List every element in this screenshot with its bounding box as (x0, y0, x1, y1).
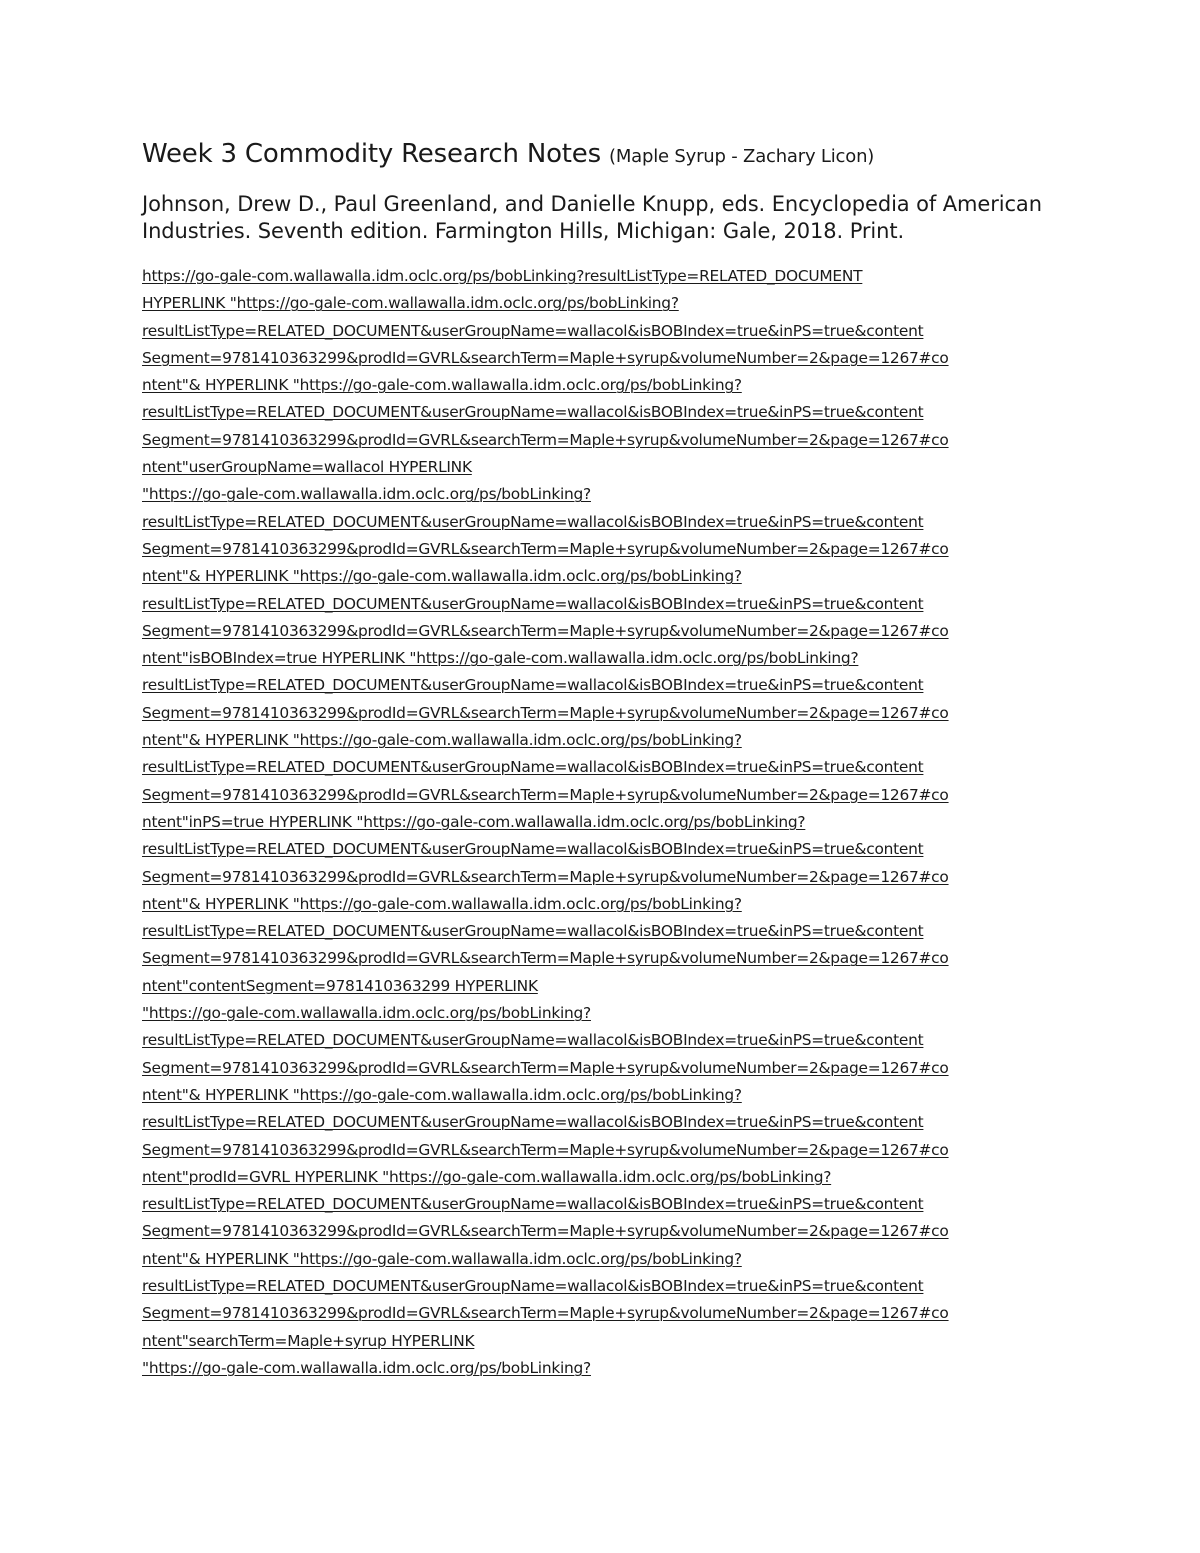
hyperlink-line[interactable]: Segment=9781410363299&prodId=GVRL&searchTerm=Maple+syrup&volumeNumber=2&page=1267#co (142, 1140, 949, 1159)
page-title (142, 136, 1062, 175)
hyperlink-line[interactable]: "https://go-gale-com.wallawalla.idm.oclc.org/ps/bobLinking? (142, 485, 591, 504)
hyperlink-line[interactable]: Segment=9781410363299&prodId=GVRL&searchTerm=Maple+syrup&volumeNumber=2&page=1267#co (142, 1222, 949, 1241)
hyperlink-line[interactable]: resultListType=RELATED_DOCUMENT&userGroupName=wallacol&isBOBIndex=true&inPS=true&content (142, 1113, 924, 1132)
hyperlink-line[interactable]: Segment=9781410363299&prodId=GVRL&searchTerm=Maple+syrup&volumeNumber=2&page=1267#co (142, 703, 949, 722)
hyperlink-line[interactable]: Segment=9781410363299&prodId=GVRL&searchTerm=Maple+syrup&volumeNumber=2&page=1267#co (142, 949, 949, 968)
hyperlink-line[interactable]: ntent"prodId=GVRL HYPERLINK "https://go-gale-com.wallawalla.idm.oclc.org/ps/bobLinking? (142, 1167, 832, 1186)
hyperlink-line[interactable]: https://go-gale-com.wallawalla.idm.oclc.org/ps/bobLinking?resultListType=RELATED_DOCUMENT (142, 267, 863, 285)
hyperlink-line[interactable]: resultListType=RELATED_DOCUMENT&userGroupName=wallacol&isBOBIndex=true&inPS=true&content (142, 758, 924, 777)
hyperlink-line[interactable]: resultListType=RELATED_DOCUMENT&userGroupName=wallacol&isBOBIndex=true&inPS=true&content (142, 321, 924, 340)
hyperlink-line[interactable]: Segment=9781410363299&prodId=GVRL&searchTerm=Maple+syrup&volumeNumber=2&page=1267#co (142, 785, 949, 804)
hyperlink-line[interactable]: ntent"& HYPERLINK "https://go-gale-com.wallawalla.idm.oclc.org/ps/bobLinking? (142, 1085, 742, 1104)
hyperlink-line[interactable]: Segment=9781410363299&prodId=GVRL&searchTerm=Maple+syrup&volumeNumber=2&page=1267#co (142, 430, 949, 449)
hyperlink-line[interactable]: Segment=9781410363299&prodId=GVRL&searchTerm=Maple+syrup&volumeNumber=2&page=1267#co (142, 1058, 949, 1077)
hyperlink-line[interactable]: resultListType=RELATED_DOCUMENT&userGroupName=wallacol&isBOBIndex=true&inPS=true&content (142, 512, 924, 531)
hyperlink-line[interactable]: resultListType=RELATED_DOCUMENT&userGroupName=wallacol&isBOBIndex=true&inPS=true&content (142, 403, 924, 422)
hyperlink-line[interactable]: resultListType=RELATED_DOCUMENT&userGroupName=wallacol&isBOBIndex=true&inPS=true&content (142, 922, 924, 941)
hyperlink-line[interactable]: ntent"& HYPERLINK "https://go-gale-com.wallawalla.idm.oclc.org/ps/bobLinking? (142, 894, 742, 913)
hyperlink-line[interactable]: resultListType=RELATED_DOCUMENT&userGroupName=wallacol&isBOBIndex=true&inPS=true&content (142, 1276, 924, 1295)
document-page (142, 136, 1062, 1382)
citation: Johnson, Drew D., Paul Greenland, and Danielle Knupp, eds. Encyclopedia of American Industries. Seventh edition. Farmington Hills, Michigan: Gale, 2018. Print. (142, 192, 1042, 243)
hyperlink-line[interactable]: ntent"& HYPERLINK "https://go-gale-com.wallawalla.idm.oclc.org/ps/bobLinking? (142, 567, 742, 586)
hyperlink-line[interactable]: ntent"userGroupName=wallacol HYPERLINK (142, 458, 472, 477)
hyperlink-line[interactable]: ntent"searchTerm=Maple+syrup HYPERLINK (142, 1331, 475, 1350)
hyperlink-line[interactable]: ntent"& HYPERLINK "https://go-gale-com.wallawalla.idm.oclc.org/ps/bobLinking? (142, 731, 742, 750)
hyperlink-line[interactable]: Segment=9781410363299&prodId=GVRL&searchTerm=Maple+syrup&volumeNumber=2&page=1267#co (142, 621, 949, 640)
hyperlink-line[interactable]: Segment=9781410363299&prodId=GVRL&searchTerm=Maple+syrup&volumeNumber=2&page=1267#co (142, 539, 949, 558)
hyperlink-line[interactable]: resultListType=RELATED_DOCUMENT&userGroupName=wallacol&isBOBIndex=true&inPS=true&content (142, 1031, 924, 1050)
title-text: Week 3 Commodity Research Notes (142, 139, 601, 169)
hyperlink-line[interactable]: ntent"inPS=true HYPERLINK "https://go-gale-com.wallawalla.idm.oclc.org/ps/bobLinking? (142, 812, 806, 831)
hyperlink-line[interactable]: HYPERLINK "https://go-gale-com.wallawalla.idm.oclc.org/ps/bobLinking? (142, 294, 679, 313)
hyperlink-line[interactable]: ntent"contentSegment=9781410363299 HYPERLINK (142, 976, 538, 995)
hyperlink-line[interactable]: ntent"& HYPERLINK "https://go-gale-com.wallawalla.idm.oclc.org/ps/bobLinking? (142, 376, 742, 395)
hyperlink-line[interactable]: ntent"& HYPERLINK "https://go-gale-com.wallawalla.idm.oclc.org/ps/bobLinking? (142, 1249, 742, 1268)
title-subtitle: (Maple Syrup - Zachary Licon) (609, 146, 875, 167)
hyperlink-line[interactable]: Segment=9781410363299&prodId=GVRL&searchTerm=Maple+syrup&volumeNumber=2&page=1267#co (142, 1304, 949, 1323)
hyperlink-line[interactable]: resultListType=RELATED_DOCUMENT&userGroupName=wallacol&isBOBIndex=true&inPS=true&content (142, 840, 924, 859)
hyperlink-line[interactable]: "https://go-gale-com.wallawalla.idm.oclc.org/ps/bobLinking? (142, 1358, 591, 1377)
hyperlink-line[interactable]: "https://go-gale-com.wallawalla.idm.oclc.org/ps/bobLinking? (142, 1004, 591, 1023)
hyperlink-line[interactable]: Segment=9781410363299&prodId=GVRL&searchTerm=Maple+syrup&volumeNumber=2&page=1267#co (142, 867, 949, 886)
hyperlink-line[interactable]: resultListType=RELATED_DOCUMENT&userGroupName=wallacol&isBOBIndex=true&inPS=true&content (142, 594, 924, 613)
hyperlink-line[interactable]: ntent"isBOBIndex=true HYPERLINK "https://go-gale-com.wallawalla.idm.oclc.org/ps/bobLinking? (142, 649, 859, 668)
hyperlink-line[interactable]: resultListType=RELATED_DOCUMENT&userGroupName=wallacol&isBOBIndex=true&inPS=true&content (142, 676, 924, 695)
hyperlink-line[interactable]: resultListType=RELATED_DOCUMENT&userGroupName=wallacol&isBOBIndex=true&inPS=true&content (142, 1195, 924, 1214)
hyperlink-block (142, 263, 1062, 1382)
hyperlink-line[interactable]: Segment=9781410363299&prodId=GVRL&searchTerm=Maple+syrup&volumeNumber=2&page=1267#co (142, 348, 949, 367)
